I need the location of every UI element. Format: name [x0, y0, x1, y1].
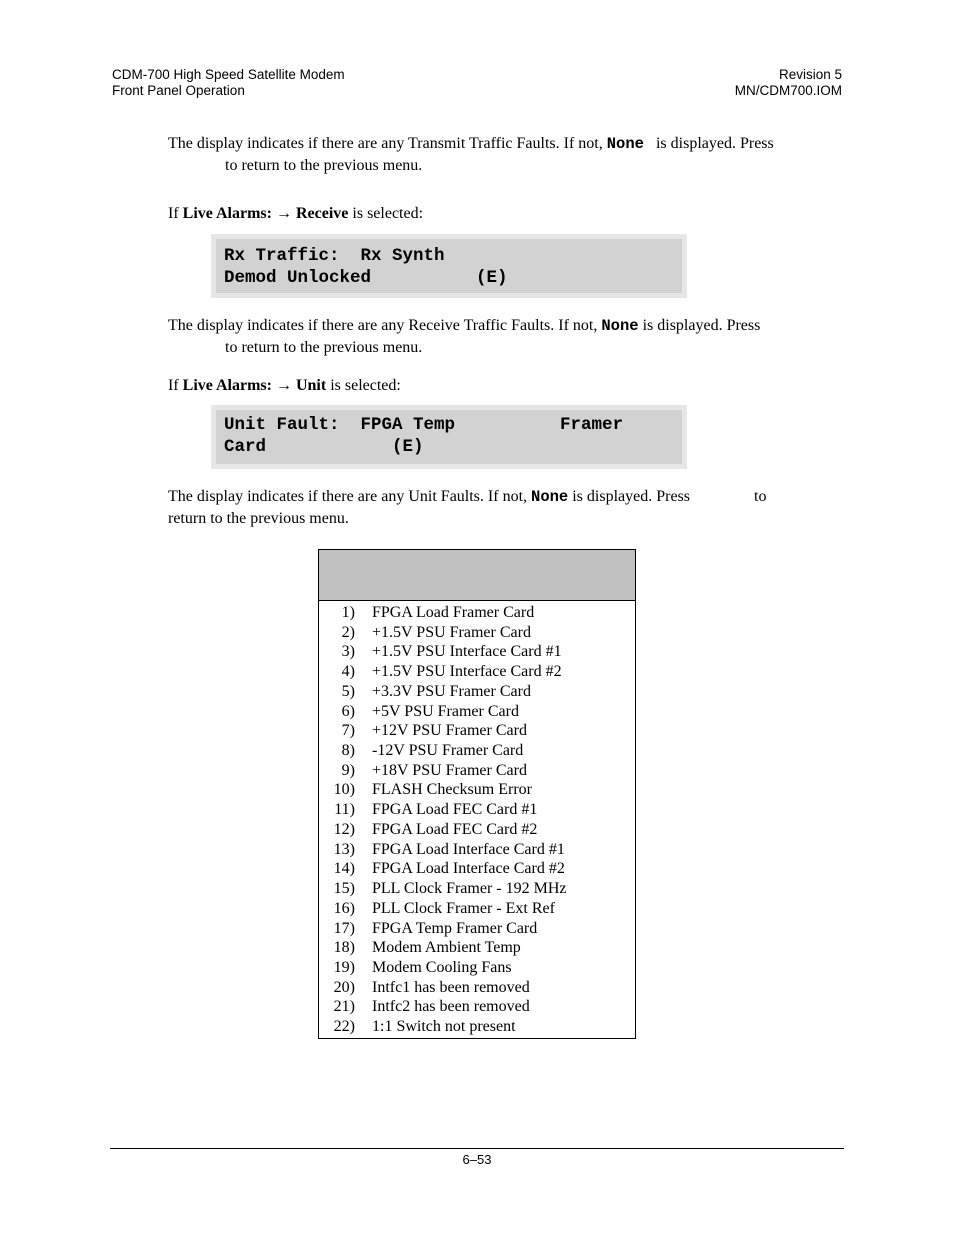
fault-description: Modem Ambient Temp — [372, 939, 521, 957]
fault-description: Intfc1 has been removed — [372, 978, 530, 996]
page-number: 6–53 — [462, 1152, 492, 1167]
running-header-right — [735, 67, 842, 99]
document-title: CDM-700 High Speed Satellite Modem — [112, 67, 345, 82]
unit-faults-paragraph — [168, 486, 838, 530]
fault-description: +1.5V PSU Interface Card #1 — [372, 643, 562, 661]
rx-selection-heading — [168, 203, 838, 225]
fault-number: 19) — [333, 958, 355, 976]
fault-number: 8) — [341, 742, 355, 760]
unit-para-text-3: to — [754, 488, 767, 505]
fault-description: FPGA Load Framer Card — [372, 604, 535, 621]
fault-description: PLL Clock Framer - 192 MHz — [372, 880, 567, 898]
rx-menu-path: Live Alarms: → Receive — [182, 205, 349, 222]
table-row — [319, 780, 635, 800]
fault-number: 16) — [333, 899, 355, 917]
table-row — [319, 761, 635, 781]
unit-heading-prefix: If — [168, 377, 179, 394]
unit-para-text-2: is displayed. Press — [572, 488, 691, 505]
table-row — [319, 702, 635, 722]
fault-number: 10) — [333, 781, 355, 799]
fault-number: 2) — [341, 623, 355, 641]
rx-heading-suffix: is selected: — [352, 205, 424, 222]
table-row — [319, 997, 635, 1017]
rx-lcd-line-1: Rx Traffic: Rx Synth — [224, 246, 445, 266]
fault-description: FLASH Checksum Error — [372, 781, 532, 799]
table-row — [319, 662, 635, 682]
fault-description: +1.5V PSU Framer Card — [372, 623, 531, 641]
section-title: Front Panel Operation — [112, 83, 245, 98]
fault-description: +5V PSU Framer Card — [372, 702, 519, 720]
rx-none-code: None — [601, 317, 639, 335]
rx-para-text-1: The display indicates if there are any Receive Traffic Faults. If not, — [168, 317, 598, 334]
table-body — [319, 601, 635, 1037]
fault-description: +3.3V PSU Framer Card — [372, 682, 531, 700]
fault-description: +12V PSU Framer Card — [372, 722, 527, 740]
fault-number: 15) — [333, 880, 355, 898]
table-row — [319, 800, 635, 820]
fault-number: 14) — [333, 860, 355, 878]
unit-para-text-1: The display indicates if there are any Unit Faults. If not, — [168, 488, 528, 505]
rx-para-text-3: to return to the previous menu. — [225, 339, 423, 356]
fault-number: 1) — [341, 604, 355, 621]
table-row — [319, 899, 635, 919]
fault-number: 7) — [341, 722, 355, 740]
table-header — [319, 550, 635, 601]
unit-para-text-4: return to the previous menu. — [168, 510, 349, 527]
rx-lcd-screen — [216, 239, 682, 293]
table-row — [319, 919, 635, 939]
running-header-left — [112, 67, 345, 99]
unit-lcd-line-1: Unit Fault: FPGA Temp Framer — [224, 415, 624, 435]
fault-description: FPGA Temp Framer Card — [372, 919, 538, 937]
table-row — [319, 978, 635, 998]
fault-number: 12) — [333, 820, 355, 838]
fault-number: 9) — [341, 761, 355, 779]
fault-number: 4) — [341, 663, 355, 681]
fault-description: FPGA Load FEC Card #1 — [372, 801, 538, 819]
table-row — [319, 623, 635, 643]
unit-none-code: None — [531, 488, 569, 506]
fault-number: 17) — [333, 919, 355, 937]
tx-none-code: None — [606, 135, 644, 153]
unit-selection-heading — [168, 375, 838, 397]
fault-number: 3) — [341, 643, 355, 661]
footer-rule — [110, 1148, 844, 1149]
fault-number: 11) — [334, 801, 355, 819]
rx-faults-paragraph — [168, 315, 838, 359]
table-row — [319, 938, 635, 958]
fault-description: 1:1 Switch not present — [372, 1018, 516, 1036]
fault-number: 18) — [333, 939, 355, 957]
table-row — [319, 840, 635, 860]
rx-para-text-2: is displayed. Press — [642, 317, 761, 334]
manual-number: MN/CDM700.IOM — [734, 83, 842, 98]
fault-description: +1.5V PSU Interface Card #2 — [372, 663, 562, 681]
tx-para-text-3: to return to the previous menu. — [225, 157, 423, 174]
revision-label: Revision 5 — [778, 67, 842, 82]
table-row — [319, 1017, 635, 1037]
table-row — [319, 603, 635, 623]
rx-heading-prefix: If — [168, 205, 179, 222]
table-row — [319, 682, 635, 702]
rx-lcd-display — [211, 234, 687, 298]
fault-number: 6) — [341, 702, 355, 720]
table-row — [319, 642, 635, 662]
fault-description: FPGA Load FEC Card #2 — [372, 820, 538, 838]
unit-menu-path: Live Alarms: → Unit — [182, 377, 327, 394]
unit-lcd-line-2: Card (E) — [224, 437, 424, 457]
fault-description: FPGA Load Interface Card #2 — [372, 860, 565, 878]
fault-number: 21) — [333, 998, 355, 1016]
table-row — [319, 859, 635, 879]
table-row — [319, 879, 635, 899]
fault-number: 22) — [333, 1018, 355, 1036]
fault-number: 5) — [341, 682, 355, 700]
fault-description: PLL Clock Framer - Ext Ref — [372, 899, 555, 917]
unit-fault-table — [318, 549, 636, 1039]
table-row — [319, 820, 635, 840]
tx-faults-paragraph — [168, 133, 838, 177]
table-row — [319, 958, 635, 978]
rx-lcd-line-2: Demod Unlocked (E) — [224, 268, 508, 288]
fault-description: FPGA Load Interface Card #1 — [372, 840, 565, 858]
tx-para-text-2: is displayed. Press — [655, 135, 774, 152]
fault-description: -12V PSU Framer Card — [372, 742, 524, 760]
table-row — [319, 741, 635, 761]
unit-heading-suffix: is selected: — [330, 377, 401, 394]
unit-lcd-display — [211, 405, 687, 469]
fault-number: 20) — [333, 978, 355, 996]
unit-lcd-screen — [216, 410, 682, 464]
table-row — [319, 721, 635, 741]
fault-description: +18V PSU Framer Card — [372, 761, 527, 779]
tx-para-text-1: The display indicates if there are any Transmit Traffic Faults. If not, — [168, 135, 603, 152]
fault-number: 13) — [333, 840, 355, 858]
fault-description: Intfc2 has been removed — [372, 998, 530, 1016]
fault-description: Modem Cooling Fans — [372, 958, 512, 976]
